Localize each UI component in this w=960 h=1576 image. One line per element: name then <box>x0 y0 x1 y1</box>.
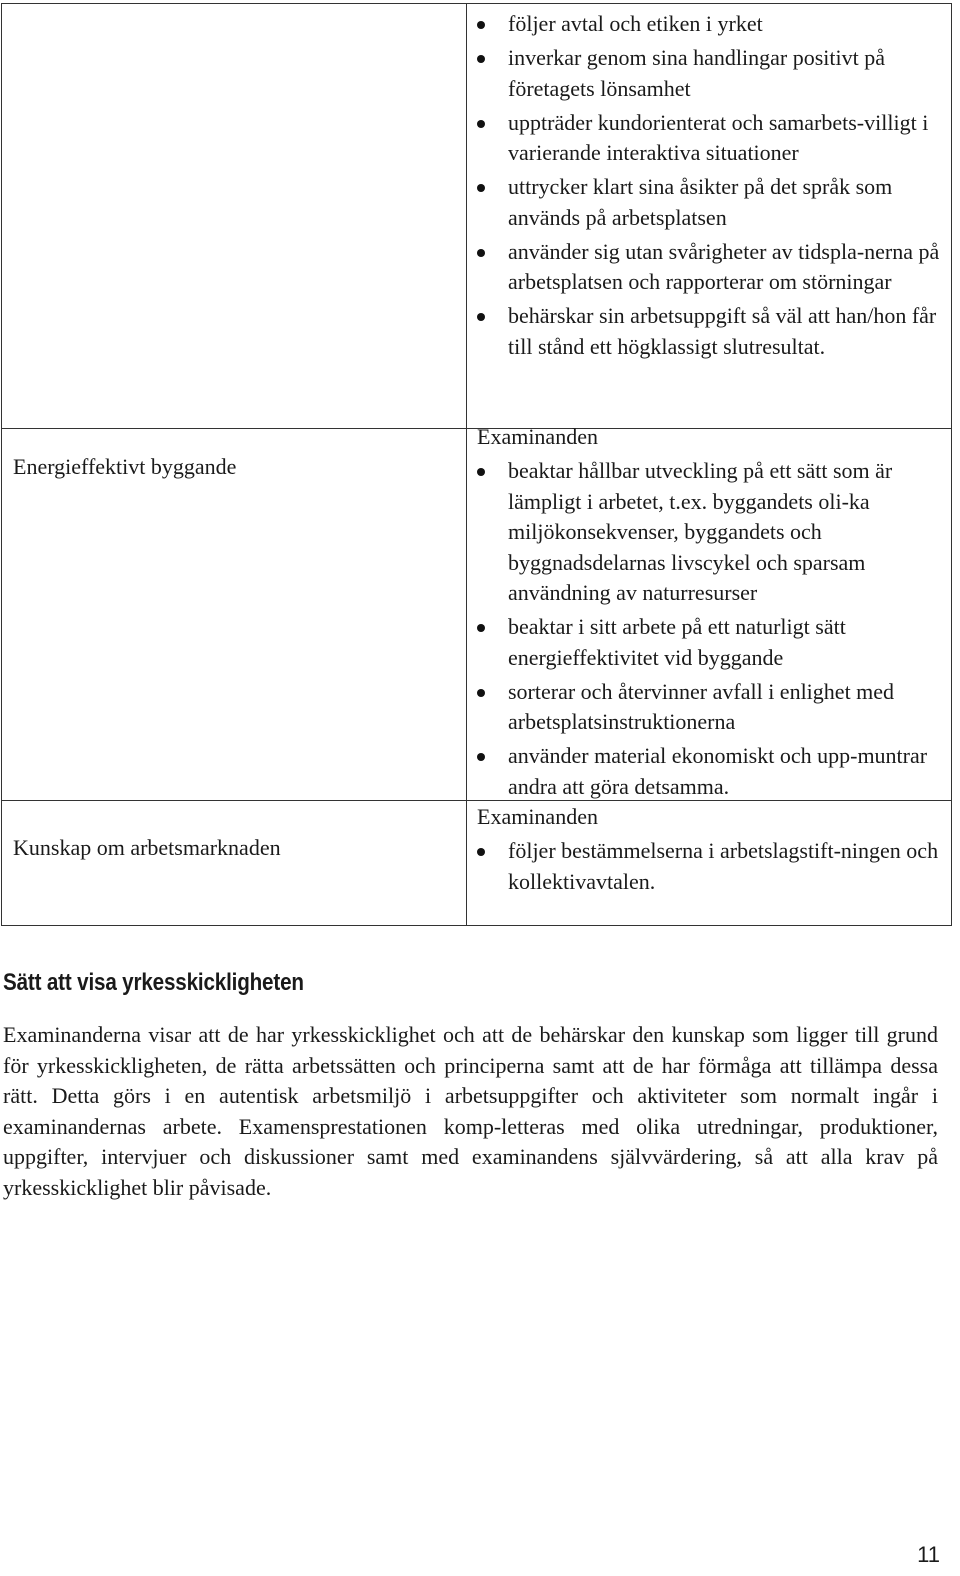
row2-heading: Examinanden <box>477 424 598 449</box>
bullet-icon <box>477 55 485 63</box>
list-item: följer avtal och etiken i yrket <box>477 9 947 40</box>
list-item: följer bestämmelserna i arbetslagstift-ningen och kollektivavtalen. <box>477 836 947 897</box>
list-item: sorterar och återvinner avfall i enlighet med arbetsplatsinstruktionerna <box>477 677 947 738</box>
row3-heading: Examinanden <box>477 804 598 829</box>
list-item: uttrycker klart sina åsikter på det språk som används på arbetsplatsen <box>477 172 947 233</box>
column-divider <box>466 4 467 925</box>
section-body: Examinanderna visar att de har yrkesskicklighet och att de behärskar den kunskap som ligger till grund för yrkesskickligheten, de rätta arbetssätten och principerna samt att de har förmåga att tillämpa dessa rätt. Detta görs i en autentisk arbetsmiljö i arbetsuppgifter och aktiviteter som normalt ingår i examinandernas arbete. Examensprestationen komp-letteras med olika utredningar, produktioner, uppgifter, intervjuer och diskussioner samt med examinandens självvärdering, så att alla krav på yrkesskicklighet blir påvisade. <box>3 1022 938 1200</box>
row3-label: Kunskap om arbetsmarknaden <box>13 835 281 860</box>
row2-bullet-list <box>477 456 947 806</box>
row3-bullet-list <box>477 836 947 901</box>
row1-bullet-list <box>477 9 947 366</box>
bullet-icon <box>477 21 485 29</box>
list-item: behärskar sin arbetsuppgift så väl att han/hon får till stånd ett högklassigt slutresultat. <box>477 301 947 362</box>
section-title: Sätt att visa yrkesskickligheten <box>3 969 304 996</box>
bullet-icon <box>477 120 485 128</box>
bullet-icon <box>477 249 485 257</box>
list-item: beaktar hållbar utveckling på ett sätt som är lämpligt i arbetet, t.ex. byggandets oli-ka miljökonsekvenser, byggandets och byggnadsdelarnas livscykel och sparsam användning av naturresurser <box>477 456 947 609</box>
list-item: använder material ekonomiskt och upp-muntrar andra att göra detsamma. <box>477 741 947 802</box>
row2-label: Energieffektivt byggande <box>13 454 237 479</box>
list-item: inverkar genom sina handlingar positivt på företagets lönsamhet <box>477 43 947 104</box>
list-item: beaktar i sitt arbete på ett naturligt sätt energieffektivitet vid byggande <box>477 612 947 673</box>
page-number: 11 <box>917 1542 940 1567</box>
list-item: använder sig utan svårigheter av tidspla-nerna på arbetsplatsen och rapporterar om störningar <box>477 237 947 298</box>
bullet-icon <box>477 184 485 192</box>
bullet-icon <box>477 313 485 321</box>
criteria-table <box>1 3 952 926</box>
bullet-icon <box>477 468 485 476</box>
list-item: uppträder kundorienterat och samarbets-villigt i varierande interaktiva situationer <box>477 108 947 169</box>
bullet-icon <box>477 689 485 697</box>
bullet-icon <box>477 753 485 761</box>
bullet-icon <box>477 624 485 632</box>
bullet-icon <box>477 848 485 856</box>
